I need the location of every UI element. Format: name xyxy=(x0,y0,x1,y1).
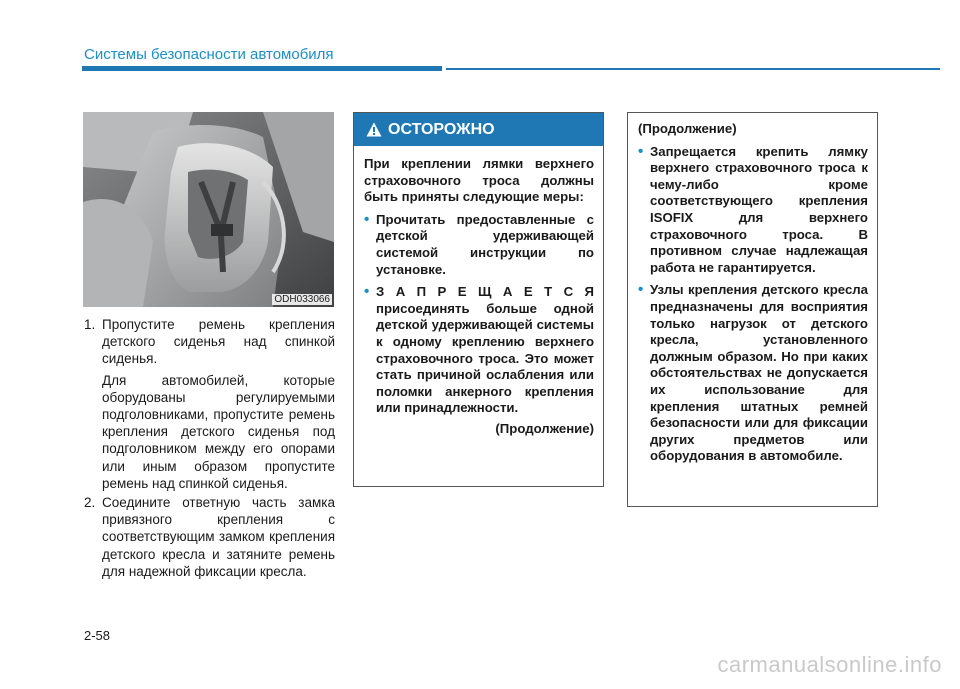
figure-code: ODH033066 xyxy=(274,294,330,305)
warning-header xyxy=(354,113,603,146)
step-1-note: Для автомобилей, которые оборудованы регулируемыми подголовниками, пропустите ремень крепления детского сиденья под подголовником между его опорами или иным образом пропустите ремень над спинкой сиденья. xyxy=(102,372,335,491)
continuation-bullet xyxy=(638,282,868,465)
header-rule-thin xyxy=(446,68,940,70)
step-1 xyxy=(84,316,335,368)
bullet-dot: • xyxy=(638,281,644,299)
warning-box xyxy=(353,112,604,487)
warning-bullet xyxy=(364,284,594,417)
header-rule-thick xyxy=(82,66,442,71)
warning-title: ОСТОРОЖНО xyxy=(388,120,495,138)
bullet-text: З А П Р Е Щ А Е Т С Я присоединять больше одной детской удерживающей системы к одному креплению верхнего страховочного троса. Это может стать причиной ослабления или поломки анкерного крепления или принадлежности. xyxy=(376,284,594,416)
step-text: Пропустите ремень крепления детского сиденья над спинкой сиденья. xyxy=(102,317,335,367)
watermark: carmanualsonline.info xyxy=(717,652,942,677)
step-text: Соедините ответную часть замка привязного крепления с соответствующим замком крепления детского кресла и затяните ремень для надежной фиксации кресла. xyxy=(102,495,335,579)
page-number: 2-58 xyxy=(84,628,111,643)
bullet-dot: • xyxy=(364,283,370,301)
continuation-bullet xyxy=(638,144,868,277)
child-seat-illustration xyxy=(83,112,334,307)
step-2 xyxy=(84,494,335,580)
warning-triangle-icon xyxy=(366,122,382,137)
bullet-text: Узлы крепления детского кресла предназначены для восприятия только нагрузок от детского кресла, установленного должным образом. Но при каких обстоятельствах не допускается их использование для крепления штатных ремней безопасности или для фиксации других предметов или оборудования в автомобиле. xyxy=(650,282,868,464)
bullet-dot: • xyxy=(638,142,644,160)
bullet-dot: • xyxy=(364,210,370,228)
step-number: 2. xyxy=(84,495,96,511)
continued-label: (Продолжение) xyxy=(495,420,594,436)
instruction-steps xyxy=(84,316,335,580)
warning-intro: При креплении лямки верхнего страховочного троса должны быть приняты следующие меры: xyxy=(364,156,594,205)
warning-bullet xyxy=(364,212,594,278)
bullet-text: Прочитать предоставленные с детской удерживающей системой инструкции по установке. xyxy=(376,211,594,277)
warning-body xyxy=(354,146,603,438)
continuation-title: (Продолжение) xyxy=(638,121,737,136)
bullet-text: Запрещается крепить лямку верхнего страховочного троса к чему-либо кроме соответствующего крепления ISOFIX для верхнего страховочного троса. В противном случае надлежащая работа не гарантируется. xyxy=(650,143,868,275)
section-title: Системы безопасности автомобиля xyxy=(84,46,334,63)
child-seat-photo xyxy=(83,112,334,307)
step-number: 1. xyxy=(84,317,96,332)
continuation-box xyxy=(627,112,878,507)
